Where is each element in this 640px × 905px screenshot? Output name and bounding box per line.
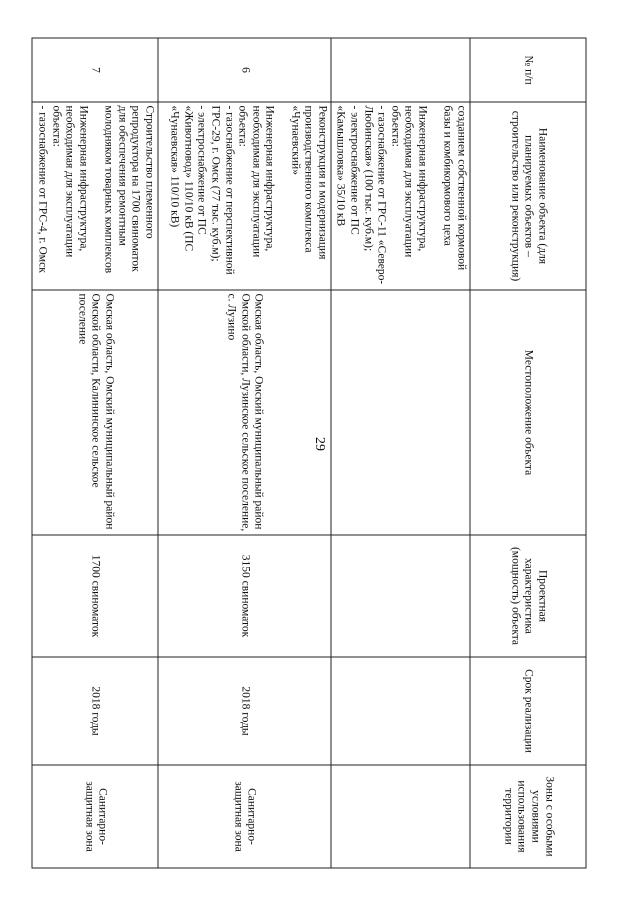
spacer xyxy=(428,105,440,286)
object-name-line: Инженерная инфраструктура, необходимая для эксплуатации объекта: xyxy=(50,105,90,257)
zones-cell: Санитарно-защитная зона xyxy=(32,765,158,868)
object-name-line: - газоснабжение от ГРС-4, г. Омск xyxy=(36,105,49,273)
objects-table xyxy=(32,37,587,868)
object-name-line: - электроснабжение от ПС «Животновод» 110/10 кВ (ПС «Чунаевская» 110/10 кВ) xyxy=(168,105,208,251)
zones-cell: Санитарно-защитная зона xyxy=(158,765,331,868)
row-number: 6 xyxy=(158,38,331,102)
object-name-line: Реконструкция и модернизация производственного комплекса «Чунаевский» xyxy=(289,105,329,259)
row-number xyxy=(331,38,470,102)
object-name-line: созданием собственной кормовой базы и комбикормового цеха xyxy=(441,105,468,270)
location-cell: Омская область, Омский муниципальный район Омской области, Калининское сельское поселение xyxy=(32,290,158,535)
capacity-cell xyxy=(331,535,470,657)
header-name: Наименование объекта (для планируемых объектов – строительство или реконструкция) xyxy=(470,102,586,290)
term-cell: 2018 годы xyxy=(158,657,331,765)
location-cell xyxy=(331,290,470,535)
row-number: 7 xyxy=(32,38,158,102)
object-name-cell xyxy=(331,102,470,290)
spacer xyxy=(89,105,101,286)
object-name-line: - газоснабжение от ГРС-11 «Северо-Любинская» (100 тыс. куб.м); xyxy=(362,105,388,284)
capacity-cell: 1700 свиноматок xyxy=(32,535,158,657)
term-cell xyxy=(331,657,470,765)
zones-cell xyxy=(331,765,470,868)
header-term: Срок реализации xyxy=(470,657,586,765)
table-header-row xyxy=(470,38,586,868)
object-name-cell xyxy=(32,102,158,290)
rotated-table-container xyxy=(36,37,587,867)
object-name-line: Инженерная инфраструктура, необходимая для эксплуатации объекта: xyxy=(236,105,276,257)
table-row xyxy=(32,38,158,868)
location-cell: Омская область, Омский муниципальный район Омской области, Лузинское сельское поселение, с. Лузино xyxy=(158,290,331,535)
term-cell: 2018 годы xyxy=(32,657,158,765)
object-name-line: - газоснабжение от перспективной ГРС-29, г. Омск (77 тыс. куб.м); xyxy=(209,105,236,275)
object-name-line: - электроснабжение от ПС «Камышловка» 35/10 кВ xyxy=(335,105,361,235)
header-num: № п/п xyxy=(470,38,586,102)
object-name-cell xyxy=(158,102,331,290)
table-row xyxy=(158,38,331,868)
page-number: 29 xyxy=(312,437,327,451)
object-name-line: Инженерная инфраструктура, необходимая для эксплуатации объекта: xyxy=(389,105,429,257)
spacer xyxy=(276,105,288,286)
header-zones: Зоны с особыми условиями использования территории xyxy=(470,765,586,868)
table-row xyxy=(331,38,470,868)
object-name-line: Строительство племенного репродуктора на 1700 свиноматок для обеспечения ремонтным молодняком товарных комплексов xyxy=(102,105,156,273)
header-capacity: Проектная характеристика (мощность) объекта xyxy=(470,535,586,657)
capacity-cell: 3150 свиноматок xyxy=(158,535,331,657)
header-location: Местоположение объекта xyxy=(470,290,586,535)
